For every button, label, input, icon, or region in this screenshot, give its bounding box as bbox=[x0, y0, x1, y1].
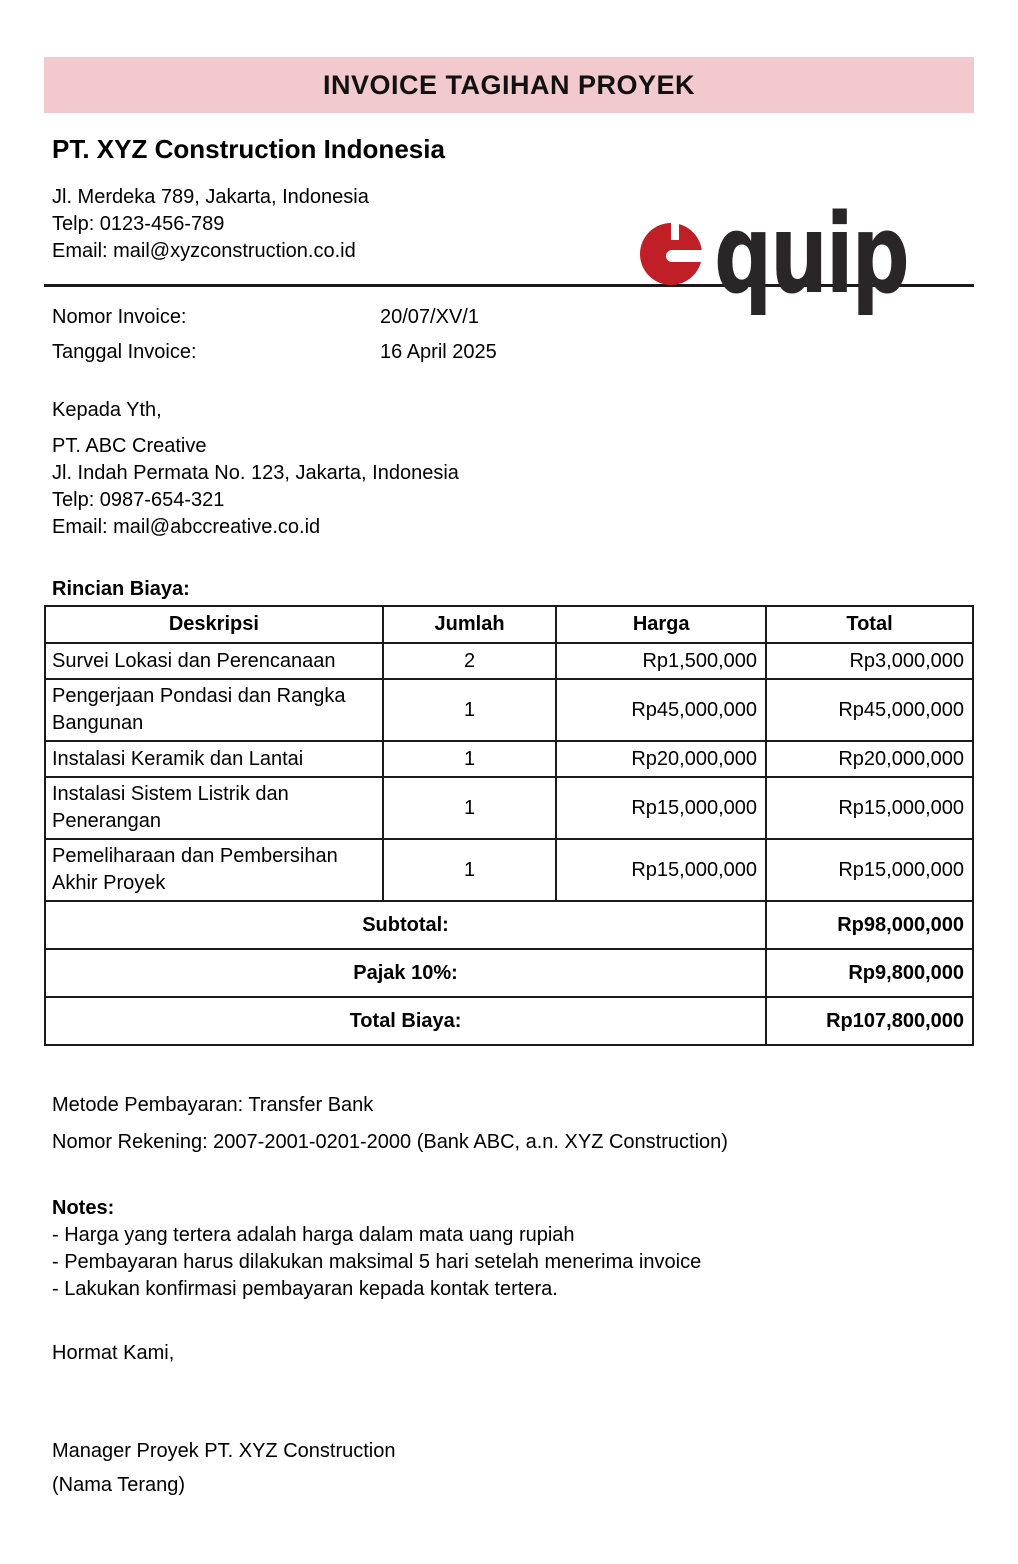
recipient-email: Email: mail@abccreative.co.id bbox=[52, 516, 321, 538]
company-name: PT. XYZ Construction Indonesia bbox=[52, 134, 445, 164]
table-row bbox=[45, 777, 973, 839]
signature-closing: Hormat Kami, bbox=[52, 1342, 175, 1364]
notes-section bbox=[52, 1195, 974, 1303]
payment-method: Metode Pembayaran: Transfer Bank bbox=[52, 1094, 374, 1116]
header-qty: Jumlah bbox=[383, 606, 557, 643]
header-description: Deskripsi bbox=[45, 606, 383, 643]
company-phone: Telp: 0123-456-789 bbox=[52, 213, 225, 235]
row-qty: 1 bbox=[383, 741, 557, 777]
invoice-page bbox=[0, 57, 1018, 1499]
row-total: Rp45,000,000 bbox=[766, 679, 973, 741]
equip-logo bbox=[640, 190, 940, 318]
row-total: Rp3,000,000 bbox=[766, 643, 973, 679]
recipient-name: PT. ABC Creative bbox=[52, 435, 207, 457]
row-price: Rp45,000,000 bbox=[556, 679, 766, 741]
subtotal-row bbox=[45, 901, 973, 949]
invoice-date-row bbox=[52, 339, 974, 366]
row-description: Instalasi Keramik dan Lantai bbox=[45, 741, 383, 777]
invoice-date-label: Tanggal Invoice: bbox=[52, 341, 197, 363]
signature-name-placeholder: (Nama Terang) bbox=[52, 1474, 186, 1496]
tax-value: Rp9,800,000 bbox=[766, 949, 973, 997]
row-description: Instalasi Sistem Listrik dan Penerangan bbox=[45, 777, 383, 839]
recipient-salutation: Kepada Yth, bbox=[52, 399, 162, 421]
table-row bbox=[45, 679, 973, 741]
row-description: Pemeliharaan dan Pembersihan Akhir Proyek bbox=[45, 839, 383, 901]
row-price: Rp15,000,000 bbox=[556, 839, 766, 901]
recipient-block bbox=[52, 433, 974, 541]
note-item: - Lakukan konfirmasi pembayaran kepada kontak tertera. bbox=[52, 1278, 558, 1300]
note-item: - Harga yang tertera adalah harga dalam mata uang rupiah bbox=[52, 1224, 575, 1246]
equip-logo-e-icon bbox=[640, 223, 702, 285]
equip-logo-e-slit bbox=[671, 223, 679, 240]
grand-total-label: Total Biaya: bbox=[45, 997, 766, 1045]
recipient-phone: Telp: 0987-654-321 bbox=[52, 489, 225, 511]
cost-section-title: Rincian Biaya: bbox=[52, 578, 190, 600]
invoice-number-value: 20/07/XV/1 bbox=[380, 306, 479, 328]
recipient-address: Jl. Indah Permata No. 123, Jakarta, Indonesia bbox=[52, 462, 459, 484]
signature-role: Manager Proyek PT. XYZ Construction bbox=[52, 1440, 396, 1462]
payment-account: Nomor Rekening: 2007-2001-0201-2000 (Bank ABC, a.n. XYZ Construction) bbox=[52, 1131, 728, 1153]
table-row bbox=[45, 741, 973, 777]
payment-info bbox=[52, 1092, 974, 1156]
row-description: Survei Lokasi dan Perencanaan bbox=[45, 643, 383, 679]
row-total: Rp20,000,000 bbox=[766, 741, 973, 777]
row-description: Pengerjaan Pondasi dan Rangka Bangunan bbox=[45, 679, 383, 741]
invoice-number-label: Nomor Invoice: bbox=[52, 306, 187, 328]
equip-logo-text: quip bbox=[714, 190, 908, 318]
row-total: Rp15,000,000 bbox=[766, 839, 973, 901]
table-row bbox=[45, 839, 973, 901]
page-title: INVOICE TAGIHAN PROYEK bbox=[322, 69, 696, 100]
title-banner bbox=[44, 57, 974, 113]
equip-logo-e-bar bbox=[666, 250, 703, 262]
notes-title: Notes: bbox=[52, 1197, 115, 1219]
header-total: Total bbox=[766, 606, 973, 643]
tax-row bbox=[45, 949, 973, 997]
header-price: Harga bbox=[556, 606, 766, 643]
subtotal-label: Subtotal: bbox=[45, 901, 766, 949]
cost-table bbox=[44, 605, 974, 1046]
row-total: Rp15,000,000 bbox=[766, 777, 973, 839]
row-price: Rp1,500,000 bbox=[556, 643, 766, 679]
company-address: Jl. Merdeka 789, Jakarta, Indonesia bbox=[52, 186, 369, 208]
row-price: Rp15,000,000 bbox=[556, 777, 766, 839]
subtotal-value: Rp98,000,000 bbox=[766, 901, 973, 949]
invoice-date-value: 16 April 2025 bbox=[380, 341, 497, 363]
row-qty: 2 bbox=[383, 643, 557, 679]
cost-table-header-row bbox=[45, 606, 973, 643]
row-price: Rp20,000,000 bbox=[556, 741, 766, 777]
tax-label: Pajak 10%: bbox=[45, 949, 766, 997]
table-row bbox=[45, 643, 973, 679]
company-email: Email: mail@xyzconstruction.co.id bbox=[52, 240, 356, 262]
row-qty: 1 bbox=[383, 839, 557, 901]
grand-total-row bbox=[45, 997, 973, 1045]
row-qty: 1 bbox=[383, 777, 557, 839]
row-qty: 1 bbox=[383, 679, 557, 741]
grand-total-value: Rp107,800,000 bbox=[766, 997, 973, 1045]
note-item: - Pembayaran harus dilakukan maksimal 5 hari setelah menerima invoice bbox=[52, 1251, 702, 1273]
